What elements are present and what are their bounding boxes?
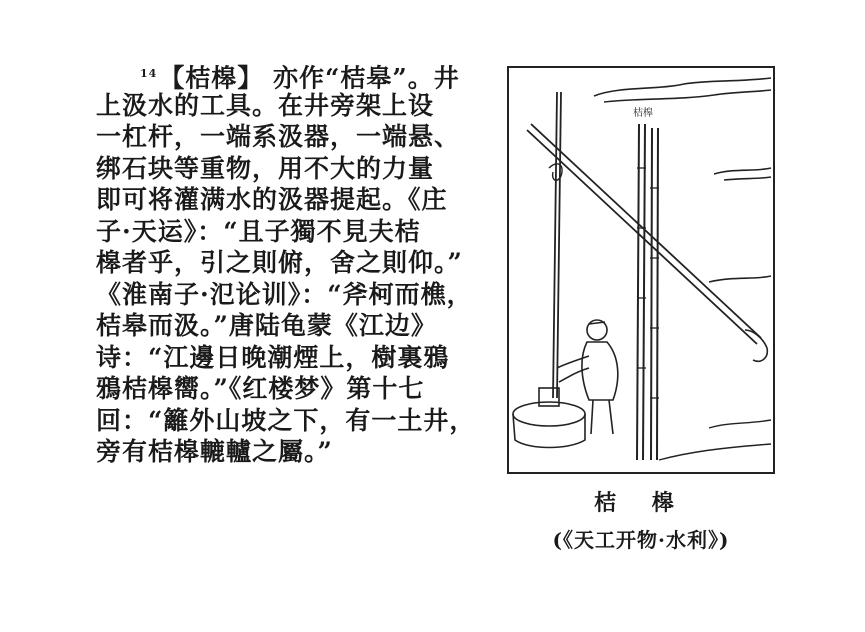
entry-line: 旁有桔槔轆轤之屬。” — [96, 437, 333, 466]
footnote-number: 14 — [140, 67, 158, 80]
entry-line: 《淮南子·氾论训》：“斧柯而樵， — [96, 279, 473, 309]
well-sweep-illustration — [507, 66, 775, 474]
frame-posts — [637, 124, 658, 460]
person-figure — [557, 320, 618, 434]
entry-line: 即可将灌满水的汲器提起。《庄 — [96, 185, 448, 214]
entry-line: 上汲水的工具。在井旁架上设 — [96, 90, 435, 120]
dictionary-entry — [96, 58, 491, 468]
entry-line: 一杠杆，一端系汲器，一端悬、 — [96, 122, 461, 151]
entry-line: 鴉桔槔嚮。”《红楼梦》第十七 — [96, 374, 425, 403]
entry-line — [96, 58, 491, 93]
post-joints — [637, 168, 659, 398]
entry-line: 绑石块等重物，用不大的力量 — [96, 153, 435, 183]
figure-caption-title: 桔 槔 — [594, 490, 688, 516]
figure-label: 桔槔 — [633, 108, 653, 119]
entry-line: 子·天运》：“且子獨不見夫桔 — [96, 216, 421, 246]
entry-line: 回：“籬外山坡之下，有一土井， — [96, 405, 476, 435]
entry-line: 诗：“江邊日晚潮煙上，樹裏鴉 — [96, 342, 450, 372]
entry-line-text: 【桔槔】 亦作“桔皋”。井 — [159, 63, 460, 93]
bucket-pole — [553, 92, 561, 398]
ground-lines — [659, 420, 771, 460]
cloud-lines — [594, 78, 771, 282]
woodcut-drawing — [509, 68, 773, 472]
figure-caption-source: (《天工开物·水利》) — [552, 528, 730, 552]
well — [513, 388, 585, 448]
stone-weight — [745, 330, 767, 361]
entry-line: 槔者乎，引之則俯，舍之則仰。” — [96, 248, 463, 277]
entry-line: 桔皋而汲。”唐陆龟蒙《江边》 — [96, 311, 437, 340]
